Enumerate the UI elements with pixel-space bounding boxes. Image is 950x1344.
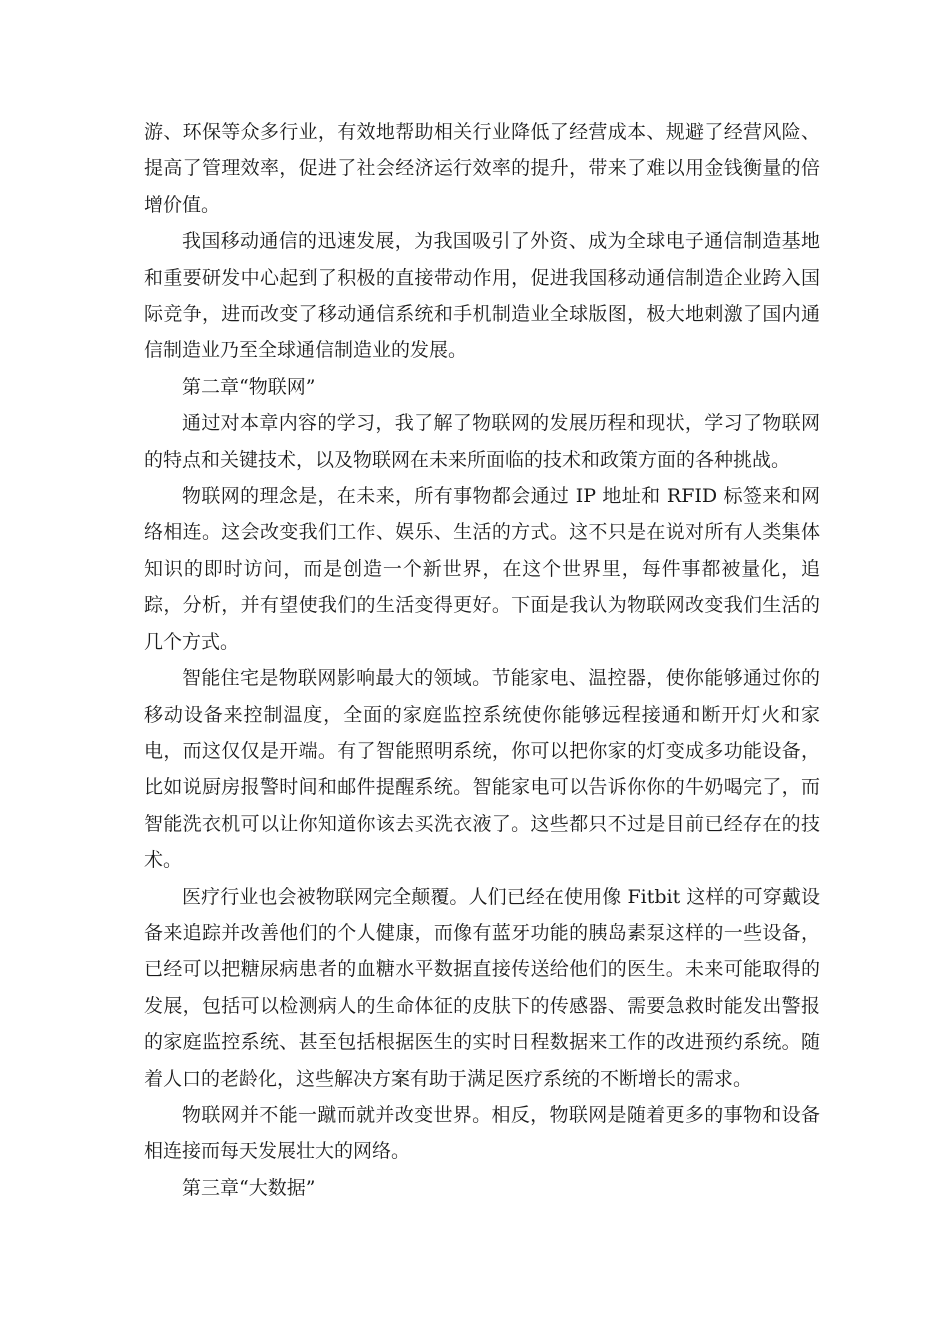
paragraph-continuation: 游、环保等众多行业，有效地帮助相关行业降低了经营成本、规避了经营风险、提高了管理效率，促进了社会经济运行效率的提升，带来了难以用金钱衡量的倍增价值。: [144, 121, 820, 216]
document-body: [144, 114, 820, 1206]
paragraph-iot-growth: 物联网并不能一蹴而就并改变世界。相反，物联网是随着更多的事物和设备相连接而每天发展壮大的网络。: [144, 1103, 820, 1163]
chapter-heading-iot: 第二章“物联网”: [182, 375, 316, 398]
paragraph-iot-intro: 通过对本章内容的学习，我了解了物联网的发展历程和现状，学习了物联网的特点和关键技术，以及物联网在未来所面临的技术和政策方面的各种挑战。: [144, 412, 820, 471]
paragraph-mobile-communication: 我国移动通信的迅速发展，为我国吸引了外资、成为全球电子通信制造基地和重要研发中心起到了积极的直接带动作用，促进我国移动通信制造企业跨入国际竞争，进而改变了移动通信系统和手机制造业全球版图，极大地刺激了国内通信制造业乃至全球通信制造业的发展。: [144, 230, 820, 362]
paragraph-iot-concept: 物联网的理念是，在未来，所有事物都会通过 IP 地址和 RFID 标签来和网络相连。这会改变我们工作、娱乐、生活的方式。这不只是在说对所有人类集体知识的即时访问，而是创造一个新世界，在这个世界里，每件事都被量化，追踪，分析，并有望使我们的生活变得更好。下面是我认为物联网改变我们生活的几个方式。: [144, 485, 820, 653]
chapter-heading-big-data: 第三章“大数据”: [182, 1176, 316, 1199]
paragraph-smart-home: 智能住宅是物联网影响最大的领域。节能家电、温控器，使你能够通过你的移动设备来控制温度，全面的家庭监控系统使你能够远程接通和断开灯火和家电，而这仅仅是开端。有了智能照明系统，你可以把你家的灯变成多功能设备，比如说厨房报警时间和邮件提醒系统。智能家电可以告诉你你的牛奶喝完了，而智能洗衣机可以让你知道你该去买洗衣液了。这些都只不过是目前已经存在的技术。: [144, 667, 820, 872]
paragraph-healthcare: 医疗行业也会被物联网完全颠覆。人们已经在使用像 Fitbit 这样的可穿戴设备来追踪并改善他们的个人健康，而像有蓝牙功能的胰岛素泵这样的一些设备，已经可以把糖尿病患者的血糖水平数据直接传送给他们的医生。未来可能取得的发展，包括可以检测病人的生命体征的皮肤下的传感器、需要急救时能发出警报的家庭监控系统、甚至包括根据医生的实时日程数据来工作的改进预约系统。随着人口的老龄化，这些解决方案有助于满足医疗系统的不断增长的需求。: [144, 885, 820, 1090]
